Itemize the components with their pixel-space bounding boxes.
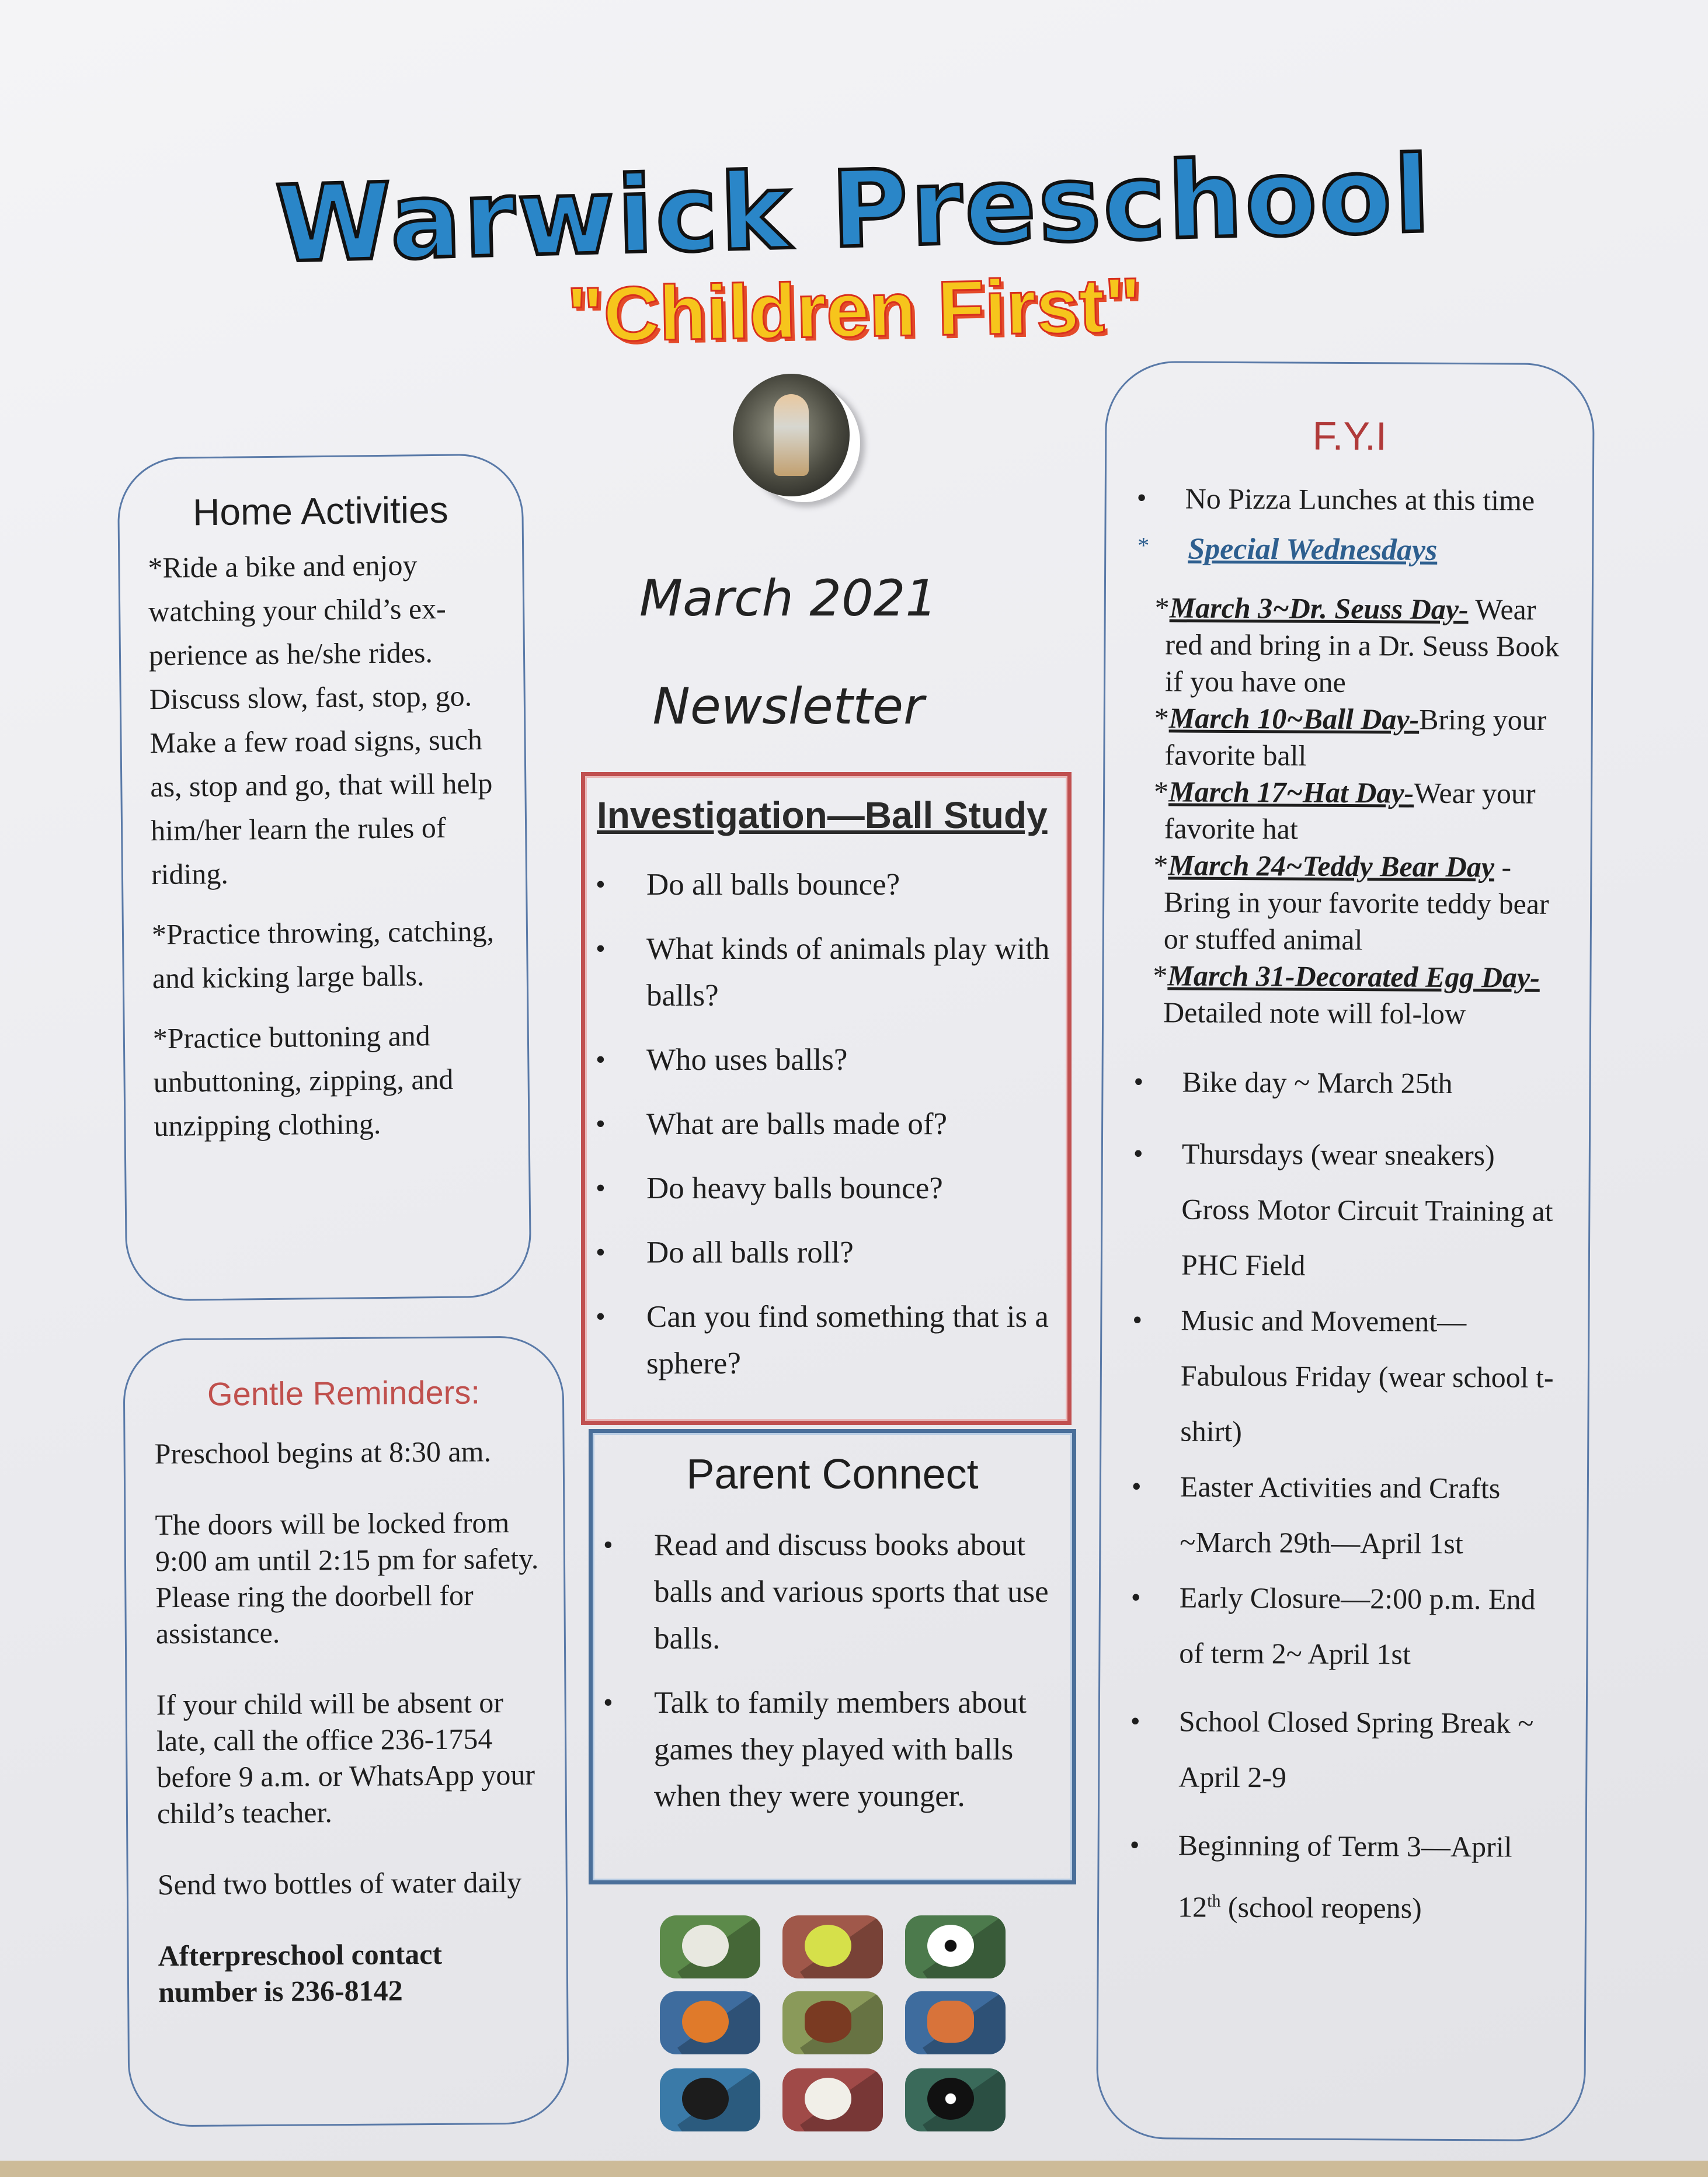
star-bullet-icon: * bbox=[1136, 532, 1149, 559]
special-day-text: Bring your favorite ball bbox=[1164, 703, 1547, 772]
home-activity-1: *Ride a bike and enjoy watching your child’s ex-perience as he/she rides. Discuss slow, fast, stop, go. Make a few road signs, such as, stop and go, that will help him/her learn the rules of riding. bbox=[148, 548, 493, 891]
fyi-item: • Bike day ~ March 25th bbox=[1103, 1054, 1566, 1112]
baseball-icon bbox=[782, 2068, 883, 2131]
child-photo bbox=[733, 374, 850, 496]
special-day-title: March 31-Decorated Egg Day- bbox=[1167, 959, 1540, 994]
fyi-item: • Easter Activities and Crafts ~March 29th—April 1st bbox=[1101, 1459, 1564, 1572]
reminder-water: Send two bottles of water daily bbox=[157, 1865, 522, 1901]
reminder-absence: If your child will be absent or late, call the office 236-1754 before 9 a.m. or WhatsApp your child’s teacher. bbox=[156, 1686, 535, 1830]
term3-text: Beginning of Term 3—April 12 bbox=[1177, 1828, 1512, 1924]
reminders-heading: Gentle Reminders: bbox=[207, 1373, 481, 1413]
gentle-reminders-box bbox=[123, 1336, 569, 2127]
home-activity-3: *Practice buttoning and unbuttoning, zipping, and unzipping clothing. bbox=[152, 1019, 454, 1143]
football-icon bbox=[782, 1991, 883, 2054]
special-day-title: March 17~Hat Day- bbox=[1168, 775, 1414, 809]
question-item: • Do heavy balls bounce? bbox=[585, 1165, 1067, 1212]
special-day: *March 10~Ball Day-Bring your favorite ball bbox=[1154, 701, 1547, 772]
fyi-heading: F.Y.I bbox=[1312, 413, 1387, 459]
fyi-item: • Thursdays (wear sneakers) Gross Motor Circuit Training at PHC Field bbox=[1102, 1126, 1566, 1295]
investigation-box bbox=[581, 772, 1072, 1425]
parent-connect-item: • Read and discuss books about balls and various sports that use balls. bbox=[593, 1522, 1072, 1662]
boxing-glove-icon bbox=[905, 1991, 1006, 2054]
fyi-item: • Music and Movement—Fabulous Friday (wear school t-shirt) bbox=[1101, 1292, 1564, 1461]
reminder-contact: Afterpreschool contact number is 236-8142 bbox=[158, 1937, 443, 2009]
special-day-title: March 10~Ball Day- bbox=[1168, 701, 1420, 736]
school-title: Warwick Preschool bbox=[274, 134, 1434, 286]
reminder-start-time: Preschool begins at 8:30 am. bbox=[154, 1435, 492, 1470]
fyi-item: • School Closed Spring Break ~ April 2-9 bbox=[1100, 1693, 1563, 1807]
special-day: *March 24~Teddy Bear Day -Bring in your favorite teddy bear or stuffed animal bbox=[1153, 848, 1549, 957]
fyi-item: • Early Closure—2:00 p.m. End of term 2~ April 1st bbox=[1100, 1570, 1563, 1683]
newsletter-month: March 2021 bbox=[639, 569, 938, 628]
special-day: *March 3~Dr. Seuss Day- Wear red and bring in a Dr. Seuss Book if you have one bbox=[1154, 591, 1560, 698]
question-item: • Do all balls bounce? bbox=[585, 861, 1067, 908]
question-item: • Can you find something that is a sphere? bbox=[585, 1293, 1067, 1387]
investigation-heading: Investigation—Ball Study bbox=[597, 794, 1048, 836]
special-day-text: -Bring in your favorite teddy bear or stuffed animal bbox=[1163, 850, 1549, 957]
special-day-text: Wear red and bring in a Dr. Seuss Book if you have one bbox=[1164, 593, 1560, 698]
home-activity-2: *Practice throwing, catching, and kicking large balls. bbox=[151, 914, 495, 995]
term3-superscript: th bbox=[1207, 1891, 1221, 1911]
special-day-title: March 3~Dr. Seuss Day- bbox=[1169, 591, 1469, 626]
special-day-text: Detailed note will fol-low bbox=[1163, 996, 1466, 1031]
tennis-ball-icon bbox=[782, 1915, 883, 1978]
hockey-puck-icon bbox=[660, 2068, 760, 2131]
special-wednesdays-label: Special Wednesdays bbox=[1188, 532, 1438, 567]
fyi-box bbox=[1096, 361, 1595, 2141]
special-day-text: Wear your favorite hat bbox=[1164, 776, 1536, 846]
special-wednesdays-heading bbox=[1106, 531, 1592, 568]
parent-connect-heading: Parent Connect bbox=[686, 1451, 979, 1498]
billiard-8-ball-icon bbox=[905, 2068, 1006, 2131]
question-item: • What are balls made of? bbox=[585, 1101, 1067, 1147]
term3-tail: (school reopens) bbox=[1220, 1890, 1422, 1925]
soccer-ball-icon bbox=[905, 1915, 1006, 1978]
reminder-doors: The doors will be locked from 9:00 am until 2:15 pm for safety. Please ring the doorbell for assistance. bbox=[155, 1506, 539, 1650]
special-day-title: March 24~Teddy Bear Day bbox=[1168, 848, 1495, 884]
fyi-item: • No Pizza Lunches at this time bbox=[1107, 475, 1592, 523]
school-motto: "Children First" bbox=[566, 262, 1142, 358]
home-activities-heading: Home Activities bbox=[192, 488, 449, 534]
special-day: *March 17~Hat Day-Wear your favorite hat bbox=[1153, 775, 1536, 846]
special-day: *March 31-Decorated Egg Day-Detailed note will fol-low bbox=[1153, 959, 1540, 1031]
parent-connect-item: • Talk to family members about games they played with balls when they were younger. bbox=[593, 1679, 1072, 1820]
question-item: • Who uses balls? bbox=[585, 1037, 1067, 1083]
volleyball-icon bbox=[660, 1915, 760, 1978]
basketball-icon bbox=[660, 1991, 760, 2054]
question-item: • Do all balls roll? bbox=[585, 1229, 1067, 1276]
parent-connect-box bbox=[589, 1429, 1076, 1884]
question-item: • What kinds of animals play with balls? bbox=[585, 926, 1067, 1019]
fyi-item-term3 bbox=[1099, 1817, 1562, 1937]
home-activities-box bbox=[117, 453, 531, 1301]
newsletter-label: Newsletter bbox=[652, 677, 924, 736]
